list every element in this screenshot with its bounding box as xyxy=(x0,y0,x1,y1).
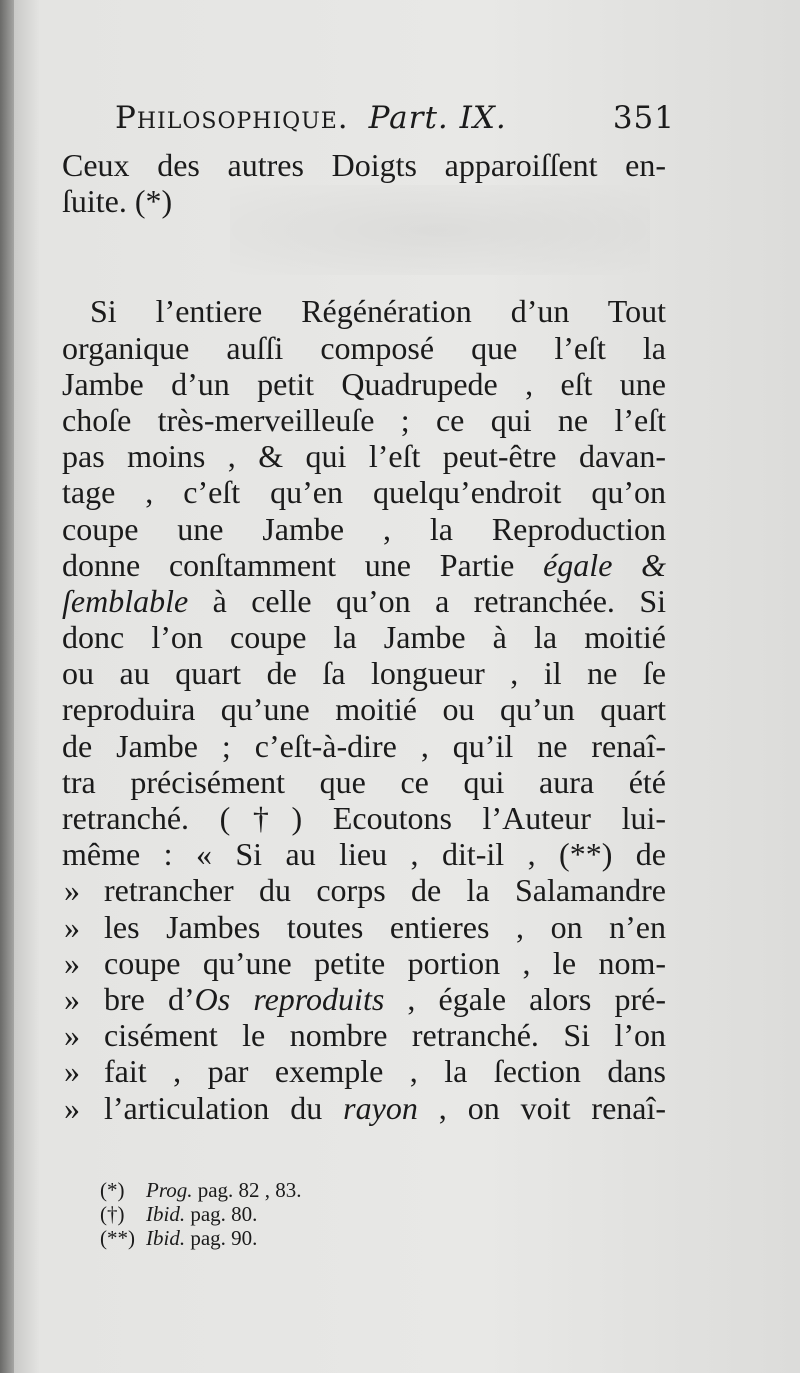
footnote-ref: (*) xyxy=(100,1178,125,1202)
text-line: même : « Si au lieu , dit-il , (**) de xyxy=(62,836,666,873)
footnote xyxy=(100,1202,460,1226)
footnote xyxy=(100,1226,460,1250)
text-line: pas moins , & qui l’eſt peut-être davan- xyxy=(62,438,666,475)
text-run: l’articulation du xyxy=(104,1089,323,1126)
text-run: , on voit renaî- xyxy=(438,1089,667,1126)
footnote-page: pag. 80. xyxy=(190,1202,258,1226)
quote-mark: » xyxy=(64,908,80,945)
text-line: donc l’on coupe la Jambe à la moitié xyxy=(62,619,666,656)
running-head xyxy=(115,100,675,136)
italic-phrase: ſemblable xyxy=(62,582,189,619)
italic-phrase: rayon xyxy=(343,1089,418,1126)
text-run: à celle qu’on a retranchée. Si xyxy=(212,582,667,619)
footnotes xyxy=(100,1178,460,1250)
footnote-page: pag. 90. xyxy=(190,1226,258,1250)
quote-line xyxy=(62,1053,666,1089)
text-line: choſe très-merveilleuſe ; ce qui ne l’eſt xyxy=(62,401,666,438)
quote-line xyxy=(62,1090,666,1126)
text-run: , égale alors pré- xyxy=(407,980,667,1017)
quote-mark: » xyxy=(64,1089,80,1126)
italic-phrase: Os reproduits xyxy=(194,980,385,1017)
quote-line xyxy=(62,909,666,945)
footnote-ref: (†) xyxy=(100,1202,125,1226)
footnote-page: pag. 82 , 83. xyxy=(197,1178,302,1202)
quote-mark: » xyxy=(64,1053,80,1090)
quote-line xyxy=(62,1017,666,1053)
body-text xyxy=(62,147,666,1126)
running-head-title: Philosophique. xyxy=(115,100,349,136)
quote-mark: » xyxy=(64,872,80,909)
text-run: bre d’ xyxy=(104,980,195,1017)
paragraph-gap xyxy=(62,219,666,293)
text-line: retranché. (†) Ecoutons l’Auteur lui- xyxy=(62,800,666,836)
footnote-source: Ibid. xyxy=(146,1226,186,1250)
text-line: tra précisément que ce qui aura été xyxy=(62,763,666,800)
text-line: Si l’entiere Régénération d’un Tout xyxy=(90,293,666,330)
text-line: reproduira qu’une moitié ou qu’un quart xyxy=(62,691,666,728)
text-line: de Jambe ; c’eſt-à-dire , qu’il ne renaî- xyxy=(62,727,666,764)
page-gutter-shadow xyxy=(0,0,14,1373)
text-line xyxy=(62,583,666,619)
running-head-part: Part. IX. xyxy=(368,100,507,136)
footnote-source: Ibid. xyxy=(146,1202,186,1226)
text-line: Jambe d’un petit Quadrupede , eſt une xyxy=(62,365,666,402)
quote-mark: » xyxy=(64,980,80,1017)
quote-mark: » xyxy=(64,944,80,981)
text-run: coupe qu’une petite portion , le nom- xyxy=(104,944,666,981)
quote-line xyxy=(62,981,666,1017)
quote-line xyxy=(62,872,666,908)
quote-mark: » xyxy=(64,1017,80,1054)
text-line: coupe une Jambe , la Reproduction xyxy=(62,510,666,547)
text-line: tage , c’eſt qu’en quelqu’endroit qu’on xyxy=(62,474,666,511)
quote-line xyxy=(62,945,666,981)
text-line: ſuite. (*) xyxy=(62,183,173,220)
text-run: les Jambes toutes entieres , on n’en xyxy=(104,908,666,945)
footnote xyxy=(100,1178,460,1202)
text-run: donne conſtamment une Partie xyxy=(62,546,515,583)
text-line: organique auſſi composé que l’eſt la xyxy=(62,329,666,366)
footnote-ref: (**) xyxy=(100,1226,135,1250)
text-line xyxy=(62,547,666,583)
text-line: ou au quart de ſa longueur , il ne ſe xyxy=(62,655,666,692)
text-run: fait , par exemple , la ſection dans xyxy=(104,1053,666,1090)
text-run: retrancher du corps de la Salamandre xyxy=(104,872,666,909)
page-number: 351 xyxy=(612,100,675,136)
italic-phrase: égale & xyxy=(543,546,667,583)
text-line: Ceux des autres Doigts apparoiſſent en- xyxy=(62,147,666,183)
footnote-source: Prog. xyxy=(146,1178,193,1202)
text-run: cisément le nombre retranché. Si l’on xyxy=(104,1017,666,1054)
